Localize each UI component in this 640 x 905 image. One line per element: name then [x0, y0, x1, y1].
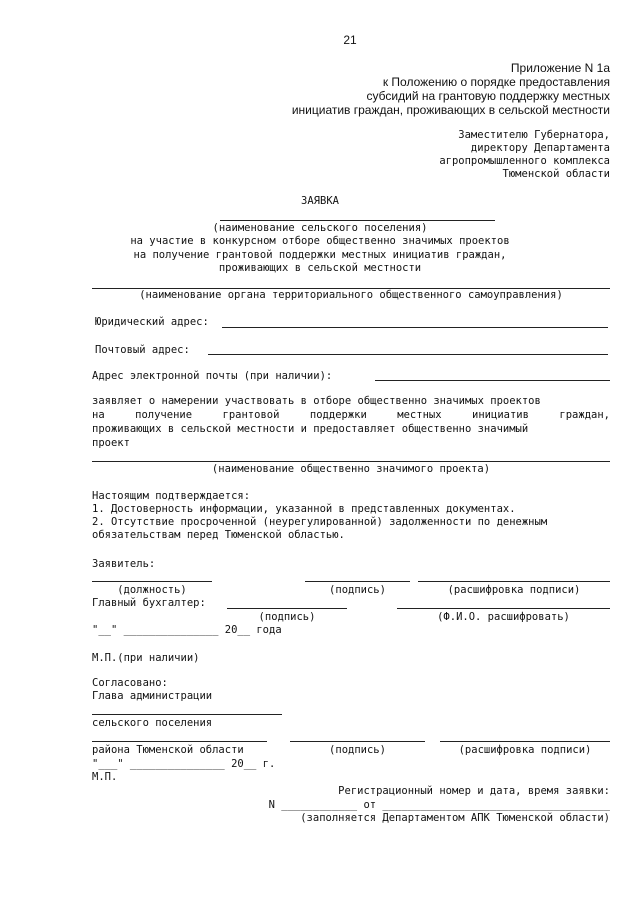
accountant-name-caption: (Ф.И.О. расшифровать)	[437, 611, 570, 623]
applicant-label: Заявитель:	[92, 558, 156, 570]
settlement-name-line	[220, 220, 495, 221]
page-number: 21	[343, 33, 357, 47]
applicant-signature-line[interactable]	[305, 581, 410, 582]
accountant-signature-line[interactable]	[227, 608, 347, 609]
agreed-signature-line[interactable]	[290, 741, 425, 742]
addressee-line-4: Тюменской области	[502, 168, 610, 180]
agreed-settlement: сельского поселения	[92, 717, 213, 729]
project-caption: (наименование общественно значимого проекта)	[211, 463, 491, 475]
date-line-2: "___" _______________ 20__ г.	[92, 758, 276, 770]
email-field[interactable]	[375, 380, 610, 381]
subject-line-1: на участие в конкурсном отборе общественно значимых проектов	[130, 235, 510, 247]
agreed-decoding-line[interactable]	[440, 741, 610, 742]
addressee-line-2: директору Департамента	[470, 142, 610, 154]
appendix-line-4: инициатив граждан, проживающих в сельской местности	[291, 103, 610, 117]
stamp-note-1: М.П.(при наличии)	[92, 652, 200, 664]
agreed-name-line[interactable]	[92, 714, 282, 715]
confirm-item-1: 1. Достоверность информации, указанной в представленных документах.	[92, 503, 516, 515]
addressee-line-3: агропромышленного комплекса	[439, 155, 610, 167]
applicant-signature-caption: (подпись)	[329, 584, 386, 596]
project-name-line	[92, 461, 610, 462]
agreed-signature-caption: (подпись)	[329, 744, 386, 756]
agreed-district: района Тюменской области	[92, 744, 244, 756]
stamp-note-2: М.П.	[92, 771, 118, 783]
appendix-line-1: Приложение N 1а	[510, 61, 610, 75]
accountant-signature-caption: (подпись)	[258, 611, 316, 623]
postal-address-label: Почтовый адрес:	[95, 344, 190, 356]
date-line-1: "__" _______________ 20__ года	[92, 624, 282, 636]
declaration-line-1: заявляет о намерении участвовать в отборе общественно значимых проектов	[92, 395, 541, 407]
agreed-label: Согласовано:	[92, 677, 168, 689]
applicant-position-line[interactable]	[92, 581, 212, 582]
org-caption: (наименование органа территориального общественного самоуправления)	[139, 289, 563, 301]
legal-address-label: Юридический адрес:	[95, 316, 209, 328]
applicant-decoding-line[interactable]	[418, 581, 610, 582]
addressee-line-1: Заместителю Губернатора,	[458, 129, 610, 141]
subject-line-2: на получение грантовой поддержки местных инициатив граждан,	[133, 249, 507, 261]
confirm-item-2b: обязательствам перед Тюменской областью.	[92, 529, 345, 541]
subject-line-3: проживающих в сельской местности	[218, 262, 422, 274]
agreed-decoding-caption: (расшифровка подписи)	[458, 744, 592, 756]
declaration-line-3: проживающих в сельской местности и предоставляет общественно значимый	[92, 423, 529, 435]
appendix-line-2: к Положению о порядке предоставления	[382, 75, 610, 89]
document-title: ЗАЯВКА	[301, 195, 339, 207]
declaration-line-4: проект	[92, 437, 130, 449]
accountant-label: Главный бухгалтер:	[92, 597, 206, 609]
appendix-line-3: субсидий на грантовую поддержку местных	[366, 89, 610, 103]
registration-number-line: N ____________ от ____________________________________	[268, 799, 610, 811]
applicant-position-caption: (должность)	[117, 584, 187, 596]
accountant-name-line[interactable]	[397, 608, 610, 609]
postal-address-field[interactable]	[208, 354, 608, 355]
email-label: Адрес электронной почты (при наличии):	[92, 370, 333, 382]
confirm-item-2a: 2. Отсутствие просроченной (неурегулированной) задолженности по денежным	[92, 516, 548, 528]
agreed-head: Глава администрации	[92, 690, 213, 702]
settlement-caption: (наименование сельского поселения)	[212, 222, 428, 234]
applicant-decoding-caption: (расшифровка подписи)	[447, 584, 581, 596]
registration-label: Регистрационный номер и дата, время заявки:	[338, 785, 610, 797]
legal-address-field[interactable]	[222, 327, 608, 328]
declaration-line-2: на получение грантовой поддержки местных инициатив граждан,	[92, 409, 610, 421]
agreed-district-line	[92, 741, 267, 742]
confirm-intro: Настоящим подтверждается:	[92, 490, 251, 502]
registration-caption: (заполняется Департаментом АПК Тюменской области)	[300, 812, 610, 824]
